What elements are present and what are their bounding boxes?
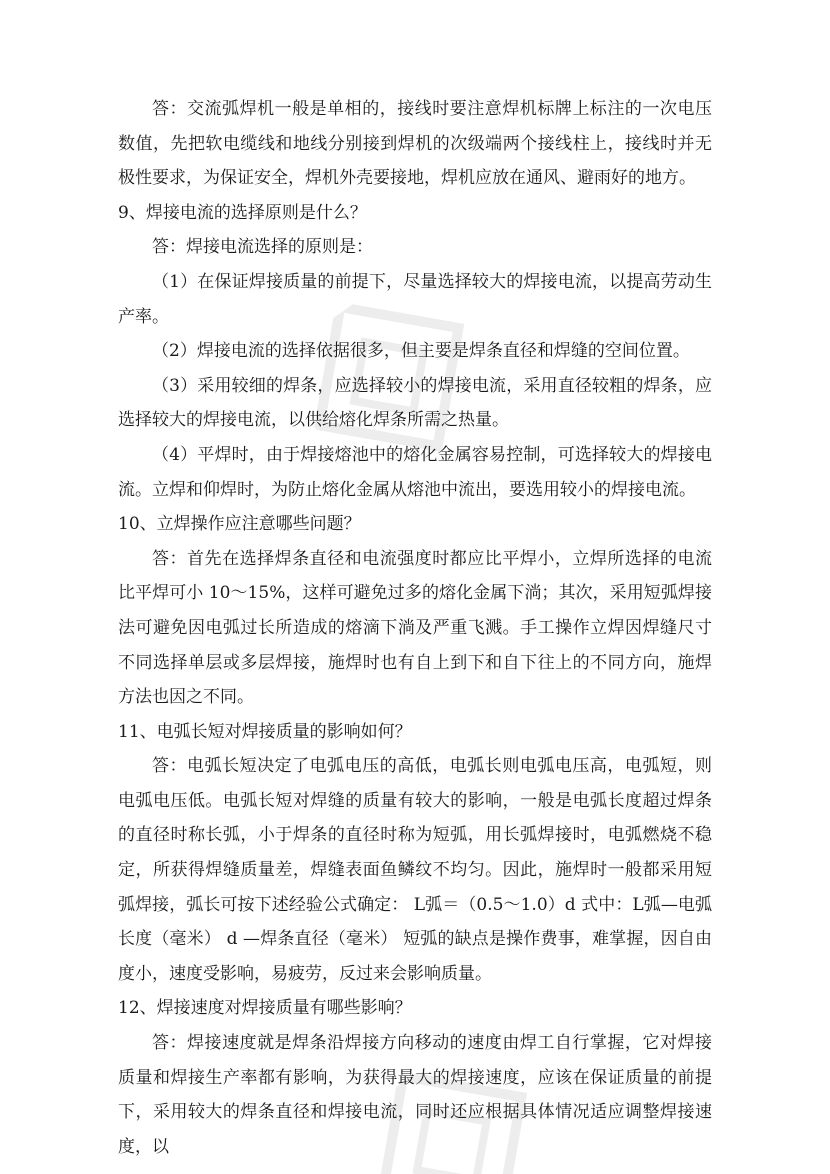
question-12: 12、焊接速度对焊接质量有哪些影响？ [118, 998, 412, 1019]
answer-10: 答：首先在选择焊条直径和电流强度时都应比平焊小，立焊所选择的电流比平焊可小 10～15%，这样可避免过多的熔化金属下淌；其次，采用短弧焊接法可避免因电弧过长所造成的熔滴下淌及严重飞溅。手工操作立焊因焊缝尺寸不同选择单层或多层焊接，施焊时也有自上到下和自下往上的不同方向，施焊方法也因之不同。 [118, 548, 712, 708]
answer-12: 答：焊接速度就是焊条沿焊接方向移动的速度由焊工自行掌握，它对焊接质量和焊接生产率都有影响，为获得最大的焊接速度，应该在保证质量的前提下，采用较大的焊条直径和焊接电流，同时还应根据具体情况适应调整焊接速度，以 [118, 1033, 712, 1157]
answer-8: 答：交流弧焊机一般是单相的，接线时要注意焊机标牌上标注的一次电压数值，先把软电缆线和地线分别接到焊机的次级端两个接线柱上，接线时并无极性要求，为保证安全，焊机外壳要接地，焊机应放在通风、避雨好的地方。 [118, 99, 712, 189]
answer-11: 答：电弧长短决定了电弧电压的高低，电弧长则电弧电压高，电弧短，则电弧电压低。电弧长短对焊缝的质量有较大的影响，一般是电弧长度超过焊条的直径时称长弧，小于焊条的直径时称为短弧，用长弧焊接时，电弧燃烧不稳定，所获得焊缝质量差，焊缝表面鱼鳞纹不均匀。因此，施焊时一般都采用短弧焊接，弧长可按下述经验公式确定： L弧＝（0.5～1.0）d 式中：L弧—电弧长度（毫米） d —焊条直径（毫米） 短弧的缺点是操作费事，难掌握，因自由度小，速度受影响，易疲劳，反过来会影响质量。 [118, 756, 712, 984]
answer-9-item-2: （2）焊接电流的选择依据很多，但主要是焊条直径和焊缝的空间位置。 [152, 341, 690, 362]
question-11: 11、电弧长短对焊接质量的影响如何？ [118, 721, 412, 742]
question-9: 9、焊接电流的选择原则是什么？ [118, 202, 367, 223]
answer-9-item-4: （4）平焊时，由于焊接熔池中的熔化金属容易控制，可选择较大的焊接电流。立焊和仰焊时，为防止熔化金属从熔池中流出，要选用较小的焊接电流。 [118, 444, 712, 500]
question-10: 10、立焊操作应注意哪些问题？ [118, 514, 361, 535]
answer-9-item-1: （1）在保证焊接质量的前提下，尽量选择较大的焊接电流，以提高劳动生产率。 [118, 271, 712, 327]
answer-9-intro: 答：焊接电流选择的原则是： [152, 237, 373, 258]
answer-9-item-3: （3）采用较细的焊条，应选择较小的焊接电流，采用直径较粗的焊条，应选择较大的焊接电流，以供给熔化焊条所需之热量。 [118, 375, 712, 431]
